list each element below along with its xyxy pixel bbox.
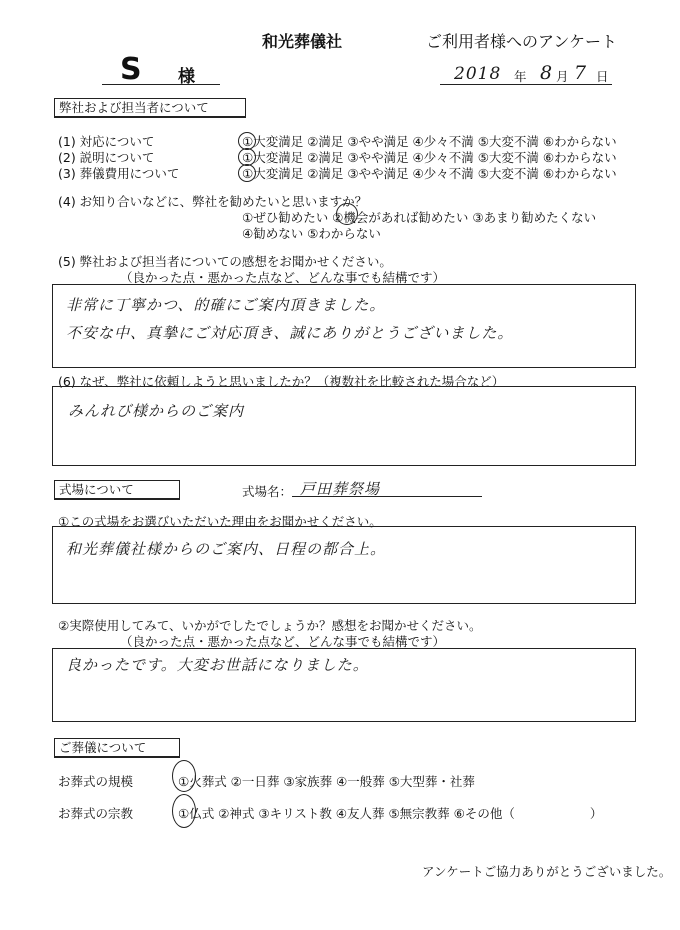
section-heading-funeral: ご葬儀について [54, 738, 180, 758]
q6-answer: みんれび様からのご案内 [68, 402, 245, 420]
q1-label: (1) 対応について [58, 134, 155, 149]
q2-options: ①大変満足 ②満足 ③やや満足 ④少々不満 ⑤大変不満 ⑥わからない [242, 150, 617, 165]
q5-answer-line1: 非常に丁寧かつ、的確にご案内頂きました。 [66, 296, 386, 314]
funeral-religion-options: ①仏式 ②神式 ③キリスト教 ④友人葬 ⑤無宗教葬 ⑥その他（ ） [178, 806, 603, 821]
q4-label: (4) お知り合いなどに、弊社を勧めたいと思いますか？ [58, 194, 368, 209]
date-day-unit: 日 [596, 69, 609, 84]
q4-options-line2: ④勧めない ⑤わからない [242, 226, 381, 241]
venue-q2-answer: 良かったです。大変お世話になりました。 [66, 656, 369, 674]
q6-answer-box [52, 386, 636, 466]
honorific: 様 [178, 67, 195, 87]
q3-selected-circle [238, 164, 256, 182]
venue-value: 戸田葬祭場 [300, 480, 381, 498]
q2-label: (2) 説明について [58, 150, 155, 165]
date-year: 2018 [454, 64, 502, 84]
customer-initial: S [120, 52, 142, 87]
q1-options: ①大変満足 ②満足 ③やや満足 ④少々不満 ⑤大変不満 ⑥わからない [242, 134, 617, 149]
funeral-scale-selected-circle [172, 760, 196, 792]
funeral-religion-selected-circle [172, 794, 196, 828]
survey-title: ご利用者様へのアンケート [426, 32, 618, 51]
venue-underline [292, 496, 482, 497]
q3-options: ①大変満足 ②満足 ③やや満足 ④少々不満 ⑤大変不満 ⑥わからない [242, 166, 617, 181]
date-year-unit: 年 [514, 69, 527, 84]
section-heading-venue: 式場について [54, 480, 180, 500]
funeral-scale-label: お葬式の規模 [58, 774, 134, 789]
venue-q1-label: ①この式場をお選びいただいた理由をお聞かせください。 [58, 514, 382, 529]
date-month-unit: 月 [556, 69, 569, 84]
date-day: 7 [574, 62, 588, 84]
q5-note: （良かった点・悪かった点など、どんな事でも結構です） [120, 270, 446, 285]
date-underline [440, 84, 612, 85]
funeral-scale-options: ①火葬式 ②一日葬 ③家族葬 ④一般葬 ⑤大型葬・社葬 [178, 774, 475, 789]
q4-selected-circle [336, 203, 358, 225]
venue-label: 式場名： [242, 484, 293, 499]
venue-q2-note: （良かった点・悪かった点など、どんな事でも結構です） [120, 634, 446, 649]
funeral-religion-label: お葬式の宗教 [58, 806, 134, 821]
q6-label: (6) なぜ、弊社に依頼しようと思いましたか？（複数社を比較された場合など） [58, 374, 505, 389]
q3-label: (3) 葬儀費用について [58, 166, 180, 181]
footer-thanks: アンケートご協力ありがとうございました。 [422, 864, 672, 879]
name-underline [102, 84, 220, 85]
date-month: 8 [540, 62, 554, 84]
company-name: 和光葬儀社 [262, 32, 343, 51]
section-heading-company: 弊社および担当者について [54, 98, 246, 118]
venue-q2-label: ②実際使用してみて、いかがでしたでしょうか？感想をお聞かせください。 [58, 618, 482, 633]
venue-q1-answer: 和光葬儀社様からのご案内、日程の都合上。 [66, 540, 387, 558]
q5-answer-line2: 不安な中、真摯にご対応頂き、誠にありがとうございました。 [66, 324, 514, 342]
q5-label: (5) 弊社および担当者についての感想をお聞かせください。 [58, 254, 392, 269]
q4-options-line1: ①ぜひ勧めたい ②機会があれば勧めたい ③あまり勧めたくない [242, 210, 597, 225]
